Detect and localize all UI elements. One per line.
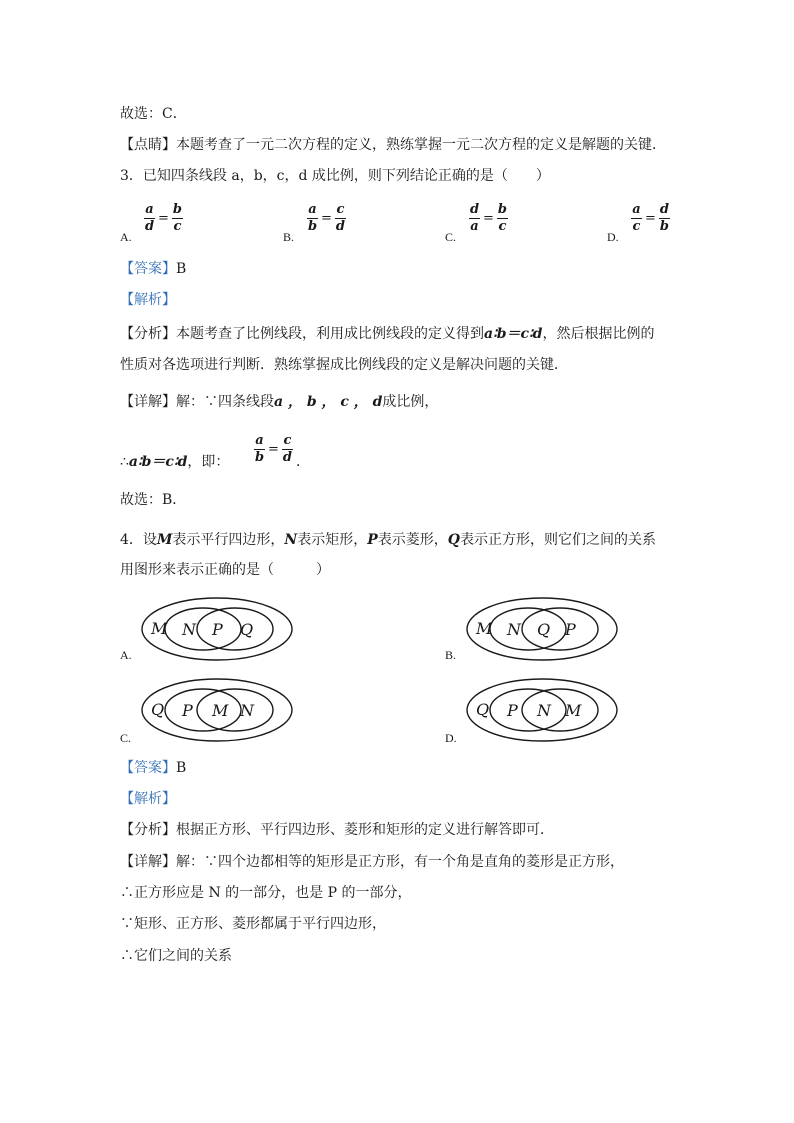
mid-label: Q (537, 620, 551, 639)
option-fraction: a d = b c (144, 202, 182, 234)
left-label: P (182, 701, 193, 720)
left-ellipse (490, 689, 566, 731)
option-label: D. (607, 230, 619, 244)
venn-diagram (140, 677, 294, 747)
answer-choice-b: 故选：B． (120, 492, 187, 508)
answer-tag: 【答案】 (120, 261, 176, 277)
outer-label: M (476, 619, 493, 638)
detail-end: ． (296, 454, 310, 470)
left-ellipse (165, 689, 241, 731)
venn-diagram (465, 677, 619, 747)
analysis-line-2: 性质对各选项进行判断．熟练掌握成比例线段的定义是解决问题的关键． (120, 357, 568, 373)
analysis-heading: 【解析】 (120, 292, 176, 308)
detail-line-1: 【详解】解：∵四条线段a ， b ， c ， d成比例， (120, 394, 439, 410)
right-label: Q (240, 620, 254, 639)
right-ellipse (197, 689, 273, 731)
left-label: N (507, 620, 521, 639)
venn-diagram (465, 596, 619, 666)
answer-choice-line: 故选：C． (120, 106, 187, 122)
remark-line (120, 135, 666, 155)
question-4-line-1: 4．设M表示平行四边形，N表示矩形，P表示菱形，Q表示正方形，则它们之间的关系 (120, 532, 656, 548)
option-label: A. (120, 648, 132, 662)
option-label: B. (283, 230, 295, 244)
analysis-line-1: 【分析】本题考查了比例线段，利用成比例线段的定义得到a∶b＝c∶d，然后根据比例的 (120, 326, 655, 342)
outer-label: Q (476, 700, 490, 719)
right-label: P (565, 620, 576, 639)
right-ellipse (522, 608, 598, 650)
mid-label: P (212, 620, 223, 639)
right-ellipse (522, 689, 598, 731)
answer-value: B (176, 261, 187, 277)
analysis-4: 【分析】根据正方形、平行四边形、菱形和矩形的定义进行解答即可． (120, 822, 554, 838)
detail-4-line-4: ∴它们之间的关系 (120, 948, 232, 964)
analysis-heading-4: 【解析】 (120, 791, 176, 807)
option-label: B. (445, 648, 457, 662)
option-label: C. (445, 230, 457, 244)
detail-line-2: ∴a∶b＝c∶d，即： (120, 454, 230, 470)
detail-4-line-2: ∴正方形应是 N 的一部分，也是 P 的一部分， (120, 885, 412, 901)
left-label: P (507, 701, 518, 720)
right-label: N (240, 701, 254, 720)
remark-tag: 【点睛】 (120, 137, 176, 153)
question-3: 3．已知四条线段 a，b，c，d 成比例，则下列结论正确的是（ ） (120, 168, 550, 184)
detail-4-line-1: 【详解】解：∵四个边都相等的矩形是正方形，有一个角是直角的菱形是正方形， (120, 854, 624, 870)
ratio-expression: a∶b＝c∶d (484, 326, 543, 342)
outer-label: M (151, 619, 168, 638)
option-fraction: a c = d b (632, 202, 669, 234)
left-label: N (182, 620, 196, 639)
mid-label: N (537, 701, 551, 720)
remark-text: 本题考查了一元二次方程的定义，熟练掌握一元二次方程的定义是解题的关键． (176, 137, 666, 153)
answer-4: 【答案】B (120, 760, 187, 776)
right-label: M (565, 701, 582, 720)
mid-label: M (212, 701, 229, 720)
option-fraction: a b = c d (307, 202, 345, 234)
left-ellipse (165, 608, 241, 650)
detail-4-line-3: ∵矩形、正方形、菱形都属于平行四边形， (120, 916, 386, 932)
option-label: C. (120, 731, 132, 745)
detail-fraction: a b = c d (254, 433, 292, 465)
answer-3 (120, 259, 186, 279)
left-ellipse (490, 608, 566, 650)
outer-label: Q (151, 700, 165, 719)
option-label: A. (120, 230, 132, 244)
option-label: D. (445, 731, 457, 745)
option-fraction: d a = b c (469, 202, 507, 234)
venn-diagram (140, 596, 294, 666)
question-4-line-2: 用图形来表示正确的是（ ） (120, 562, 330, 578)
right-ellipse (197, 608, 273, 650)
